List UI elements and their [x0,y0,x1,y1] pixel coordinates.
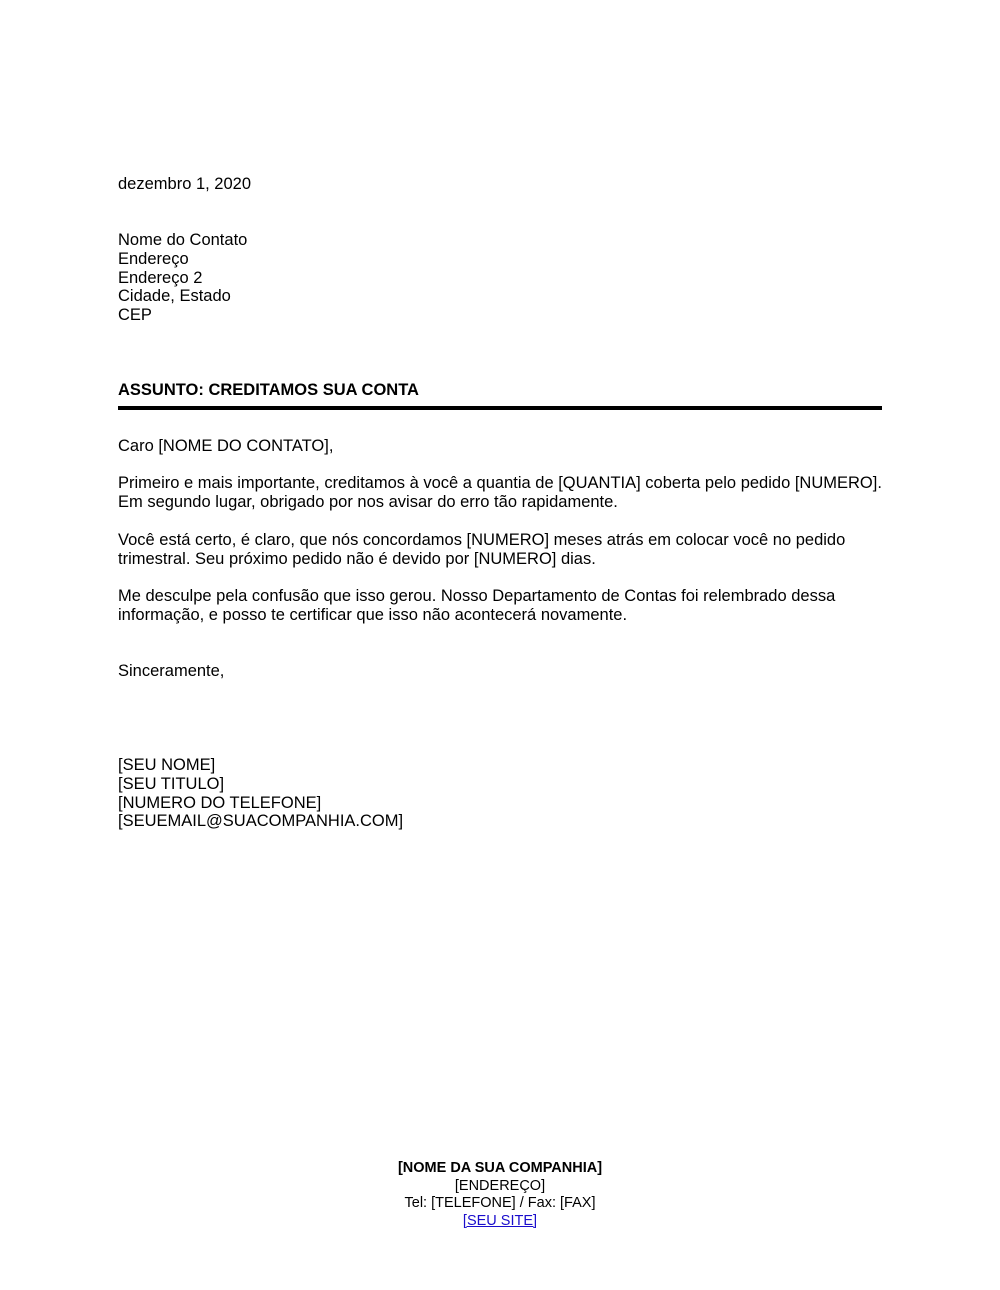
paragraph-line: Em segundo lugar, obrigado por nos avisar do erro tão rapidamente. [118,492,618,511]
letter-subject: ASSUNTO: CREDITAMOS SUA CONTA [118,381,419,399]
body-paragraph-2 [118,531,845,569]
recipient-city-state: Cidade, Estado [118,287,231,306]
paragraph-line: trimestral. Seu próximo pedido não é devido por [NUMERO] dias. [118,549,596,568]
footer-address: [ENDEREÇO] [454,1177,546,1194]
recipient-address-line-2: Endereço 2 [118,268,203,287]
body-paragraph-1 [118,474,882,512]
recipient-address-block [118,231,247,325]
footer-contact: Tel: [TELEFONE] / Fax: [FAX] [404,1195,596,1211]
letter-date: dezembro 1, 2020 [118,175,252,193]
letter-greeting: Caro [NOME DO CONTATO], [118,437,334,455]
paragraph-line: Primeiro e mais importante, creditamos à você a quantia de [QUANTIA] coberta pelo pedido [NUMERO]. [118,474,882,492]
paragraph-line: Me desculpe pela confusão que isso gerou. Nosso Departamento de Contas foi relembrado dessa [118,587,836,605]
recipient-zip: CEP [118,306,152,325]
signer-phone: [NUMERO DO TELEFONE] [118,793,322,812]
footer-company-name: [NOME DA SUA COMPANHIA] [397,1160,603,1176]
subject-divider [118,406,882,410]
paragraph-line: Você está certo, é claro, que nós concordamos [NUMERO] meses atrás em colocar você no pedido [118,531,846,549]
footer-website-link[interactable]: [SEU SITE] [462,1212,538,1229]
letter-closing: Sinceramente, [118,662,225,680]
recipient-address-line-1: Endereço [118,249,189,268]
letter-footer [0,1160,1000,1230]
paragraph-line: informação, e posso te certificar que isso não acontecerá novamente. [118,605,628,624]
body-paragraph-3 [118,587,835,625]
signer-name: [SEU NOME] [118,756,216,774]
signer-email: [SEUEMAIL@SUACOMPANHIA.COM] [118,812,404,831]
signature-block [118,756,403,831]
recipient-name: Nome do Contato [118,231,248,249]
signer-title: [SEU TITULO] [118,774,225,793]
